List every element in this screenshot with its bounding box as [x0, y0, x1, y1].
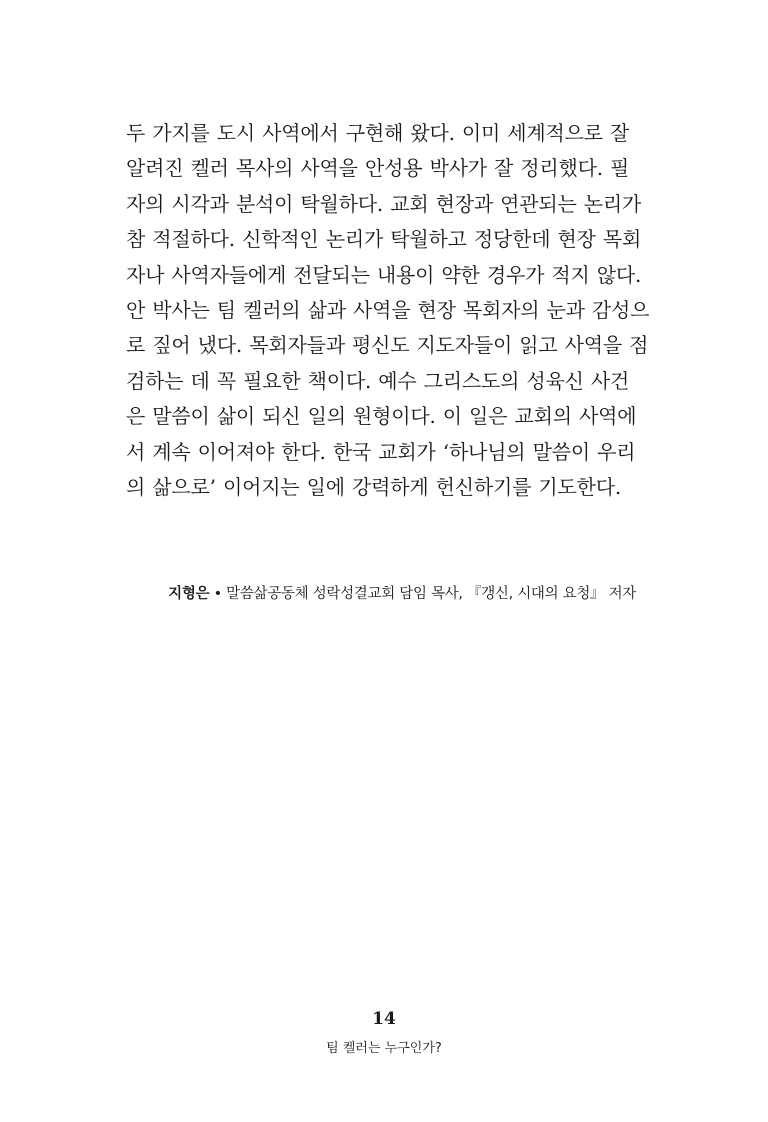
text-line: 자나 사역자들에게 전달되는 내용이 약한 경우가 적지 않다. — [126, 262, 642, 287]
text-line: 검하는 데 꼭 필요한 책이다. 예수 그리스도의 성육신 사건 — [126, 368, 630, 393]
text-line: 알려진 켈러 목사의 사역을 안성용 박사가 잘 정리했다. 필 — [126, 156, 630, 181]
text-line: 로 짚어 냈다. 목회자들과 평신도 지도자들이 읽고 사역을 점 — [126, 333, 649, 358]
text-line: 의 삶으로’ 이어지는 일에 강력하게 헌신하기를 기도한다. — [126, 474, 622, 499]
endorser-name: 지형은 — [168, 586, 210, 602]
text-line: 두 가지를 도시 사역에서 구현해 왔다. 이미 세계적으로 잘 — [126, 121, 630, 145]
endorser-attribution — [126, 580, 636, 608]
page-number: 14 — [372, 1009, 396, 1029]
text-line: 자의 시각과 분석이 탁월하다. 교회 현장과 연관되는 논리가 — [126, 191, 642, 216]
text-line: 서 계속 이어져야 한다. 한국 교회가 ‘하나님의 말씀이 우리 — [126, 439, 636, 464]
running-title: 팀 켈러는 누구인가? — [326, 1041, 442, 1056]
endorsement-body-text — [126, 116, 650, 505]
text-line: 안 박사는 팀 켈러의 삶과 사역을 현장 목회자의 눈과 감성으 — [126, 297, 650, 322]
endorser-description: 말씀삶공동체 성락성결교회 담임 목사, 『갱신, 시대의 요청』 저자 — [226, 586, 636, 602]
bullet-separator: • — [213, 586, 222, 602]
text-line: 참 적절하다. 신학적인 논리가 탁월하고 정당한데 현장 목회 — [126, 227, 642, 252]
text-line: 은 말씀이 삶이 되신 일의 원형이다. 이 일은 교회의 사역에 — [126, 404, 637, 429]
